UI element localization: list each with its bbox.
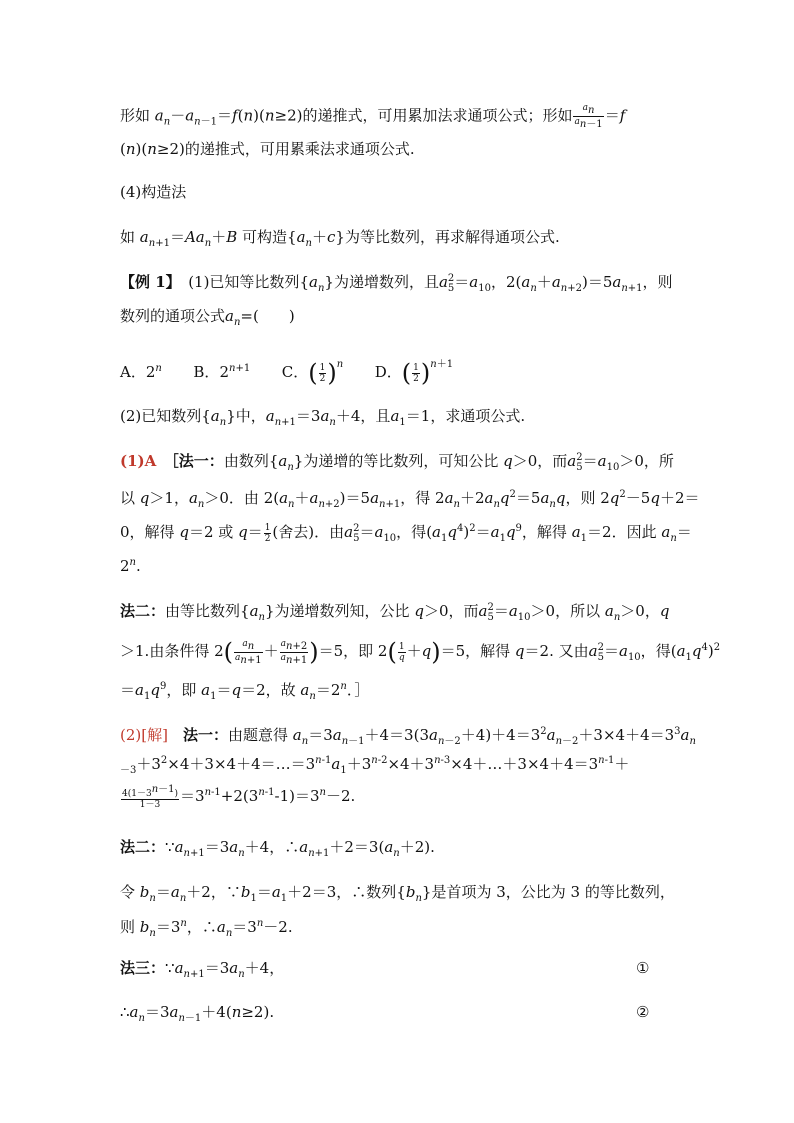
answer2-method2-let: 令 $b_n=a_n+2$，$\because b_1=a_1+2=3$，∴数列$\{b_n\}$是首项为 3，公比为 3 的等比数列， xyxy=(120,883,675,904)
option-c: C．( $\frac{1}{2}$ )$^n$ xyxy=(281,359,344,387)
answer2-method3-line1: 法三：$\because a_{n+1}=3a_n+4$， xyxy=(120,959,285,980)
example1-question1-line2: 数列的通项公式$a_n=$( ) xyxy=(120,307,295,328)
answer2-method3-line2: $\therefore a_n=3a_{n-1}+4(n\ge 2)$. xyxy=(120,1003,275,1024)
answer1-method1-line2: 以 q＞1，$a_n>0$．由 $2(a_n+a_{n+2})=5a_{n+1}$，得 $2a_n+2a_nq^2=5a_nq$，则 $2q^2-5q+2=$ xyxy=(120,489,700,510)
answer-mark: (1)A xyxy=(120,452,157,470)
option-a: A．2$^n$ xyxy=(120,363,162,381)
equation-number-1: ① xyxy=(636,959,650,977)
option-d: D．( $\frac{1}{2}$ )$^{n+1}$ xyxy=(374,359,454,387)
answer2-method1-line3: $\frac{4(1-3^{n-1})}{1-3}$ $=3^{n-1}+2(3^{n-1}-1)=3^n-2$. xyxy=(122,783,356,810)
answer1-method1-line4: 2$^n$. xyxy=(120,557,141,575)
intro-line-1: 形如 $a_n-a_{n-1}=f(n)(n\ge 2)$的递推式，可用累加法求通项公式；形如 $\frac{a_n}{a_{n-1}}$ ＝f xyxy=(120,103,626,130)
example1-question1-line1: 【例 1】 (1)已知等比数列$\{a_n\}$为递增数列，且a2 $5=a_{10}$，$2(a_n+a_{n+2})=5a_{n+1}$，则 xyxy=(120,273,673,294)
intro-line-2: (n)(n≥2)的递推式，可用累乘法求通项公式. xyxy=(120,140,415,158)
options-row xyxy=(120,355,454,387)
answer1-method2-line3: $=a_1q^9$，即 $a_1=q=2$，故 $a_n=2^n$．］ xyxy=(120,681,370,702)
fraction: $\frac{a_n}{a_{n-1}}$ xyxy=(574,103,603,130)
option-b: B．$2^{n+1}$ xyxy=(193,363,251,381)
example-label: 【例 1】 xyxy=(120,273,174,291)
solution-label: (2)[解] xyxy=(120,726,168,744)
answer2-method1-line2: $_{-3}+3^2\times 4+3\times 4+4=\dots=3^{n-1}a_1+3^{n-2}\times 4+3^{n-3}\times 4+\dots+3\times 4+4=3^{n-1}+$ xyxy=(120,755,630,776)
answer1-method1-line1: (1)A ［法一：由数列$\{a_n\}$为递增的等比数列，可知公比 q＞0，而a2 $5=a_{10}>0$，所 xyxy=(120,452,674,473)
method-text: 如 $a_{n+1}=Aa_n+B$ 可构造$\{a_n+c\}$为等比数列，再求解得通项公式. xyxy=(120,228,560,249)
equation-number-2: ② xyxy=(636,1003,650,1021)
answer1-method1-line3: 0，解得 q＝2 或 q＝ $\frac{1}{2}$ (舍去)．由a2 $5=a_{10}$，得$(a_1q^4)^2=a_1q^9$，解得 $a_1=2$．因此 $a_n=$ xyxy=(120,522,692,544)
method-heading: (4)构造法 xyxy=(120,183,187,201)
answer2-method1-line1: (2)[解] 法一：由题意得 $a_n=3a_{n-1}+4=3(3a_{n-2}+4)+4=3^2a_{n-2}+3\times 4+4=3^3a_n$ xyxy=(120,726,696,747)
example1-question2: (2)已知数列$\{a_n\}$中，$a_{n+1}=3a_n+4$，且$a_1=1$，求通项公式. xyxy=(120,407,526,428)
answer2-method2: 法二：$\because a_{n+1}=3a_n+4$，$\therefore a_{n+1}+2=3(a_n+2)$. xyxy=(120,838,435,859)
answer1-method2-line1: 法二：由等比数列$\{a_n\}$为递增数列知，公比 q＞0，而a2 $5=a_{10}>0$，所以 $a_n>0$，q xyxy=(120,602,670,623)
answer2-method2-result: 则 $b_n=3^n$，$\therefore a_n=3^n-2$. xyxy=(120,918,293,939)
answer1-method2-line2: ＞1.由条件得 2( $\frac{a_n}{a_{n+1}}$ ＋ $\frac{a_{n+2}}{a_{n+1}}$ )＝5，即 2( $\frac{1}{q}$ ＋q)＝5，解得 q＝2. 又由a2 $5=a_{10}$，得$(a_1q^4)^2$ xyxy=(120,638,721,666)
